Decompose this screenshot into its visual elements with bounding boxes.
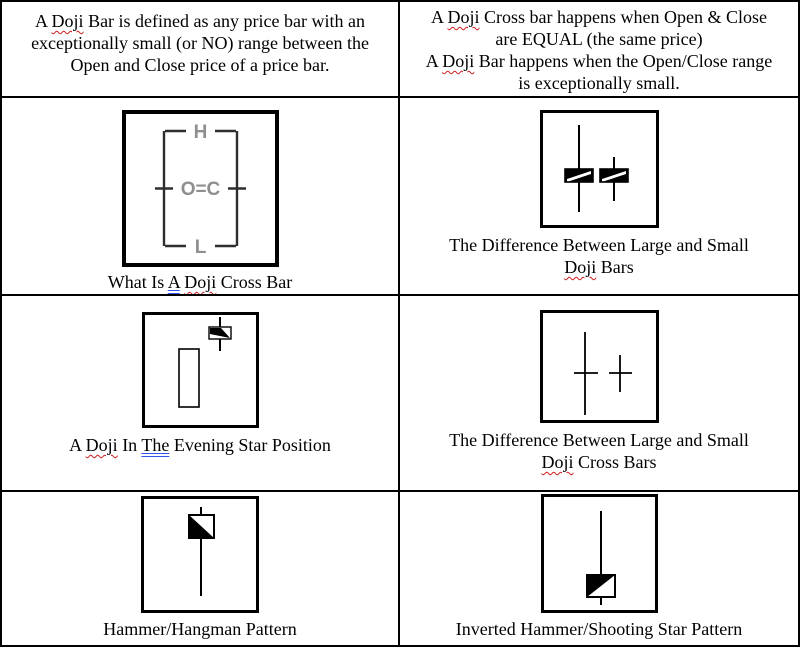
doji-cross-schematic-box [122,110,279,267]
text-run-grammar: A [167,272,180,292]
text-run: A [69,435,86,455]
high-label: H [193,122,207,143]
text-run: are EQUAL (the same price) [495,29,703,49]
low-label: L [194,237,206,258]
caption-hammer-pattern [103,618,296,640]
caption-inverted-hammer-pattern [456,618,742,640]
caption-doji-evening-star [69,434,331,456]
text-run: exceptionally small (or NO) range between the [31,33,369,53]
text-run: Cross bar happens when Open & Close [479,7,767,27]
text-run-grammar: The [141,435,170,455]
cell-large-small-doji-bars [400,98,798,296]
caption-large-small-doji-crosses [449,429,749,473]
large-small-doji-crosses-diagram [543,313,656,420]
cell-what-is-doji-cross-bar [2,98,400,296]
evening-star-diagram [145,315,256,425]
caption-what-is-doji-cross-bar [108,271,293,293]
text-run-spell: Doji [184,272,217,292]
cell-doji-bar-definition [2,2,400,98]
evening-star-box [142,312,259,428]
text-run: Cross Bars [573,452,657,472]
text-run: Inverted Hammer/Shooting Star Pattern [455,619,743,639]
text-run-spell: Doji [541,452,574,472]
text-run: In [117,435,142,455]
text-run-spell: Doji [51,11,84,31]
text-run: What Is [107,272,168,292]
cell-doji-evening-star [2,296,400,492]
caption-large-small-doji-bars [449,234,749,278]
doji-bar-definition-text [2,10,398,76]
doji-cross-definition-text [400,6,798,94]
cell-hammer-pattern [2,492,400,645]
text-run: Cross Bar [216,272,293,292]
text-run: Hammer/Hangman Pattern [103,619,297,639]
text-run: Bars [596,257,634,277]
large-small-doji-bars-diagram [543,113,656,225]
text-run: Evening Star Position [169,435,331,455]
text-run: Bar happens when the Open/Close range [474,51,773,71]
text-run: A [431,7,448,27]
cell-inverted-hammer-pattern [400,492,798,645]
cell-large-small-doji-crosses [400,296,798,492]
open-equals-close-label: O=C [180,179,220,200]
text-run-spell: Doji [85,435,118,455]
text-run: Bar is defined as any price bar with an [83,11,365,31]
doji-cross-schematic-diagram [126,114,275,263]
large-small-doji-crosses-box [540,310,659,423]
text-run: The Difference Between Large and Small [449,235,749,255]
text-run: The Difference Between Large and Small [449,430,749,450]
text-run-spell: Doji [447,7,480,27]
inverted-hammer-diagram [544,497,655,610]
hammer-box [141,496,259,613]
large-small-doji-bars-box [540,110,659,228]
text-run-spell: Doji [564,257,597,277]
hammer-diagram [144,499,256,610]
text-run-spell: Doji [442,51,475,71]
inverted-hammer-box [541,494,658,613]
cell-doji-cross-definition [400,2,798,98]
text-run: Open and Close price of a price bar. [70,55,330,75]
text-run: A [35,11,52,31]
text-run: A [425,51,443,71]
text-run: is exceptionally small. [518,73,680,93]
